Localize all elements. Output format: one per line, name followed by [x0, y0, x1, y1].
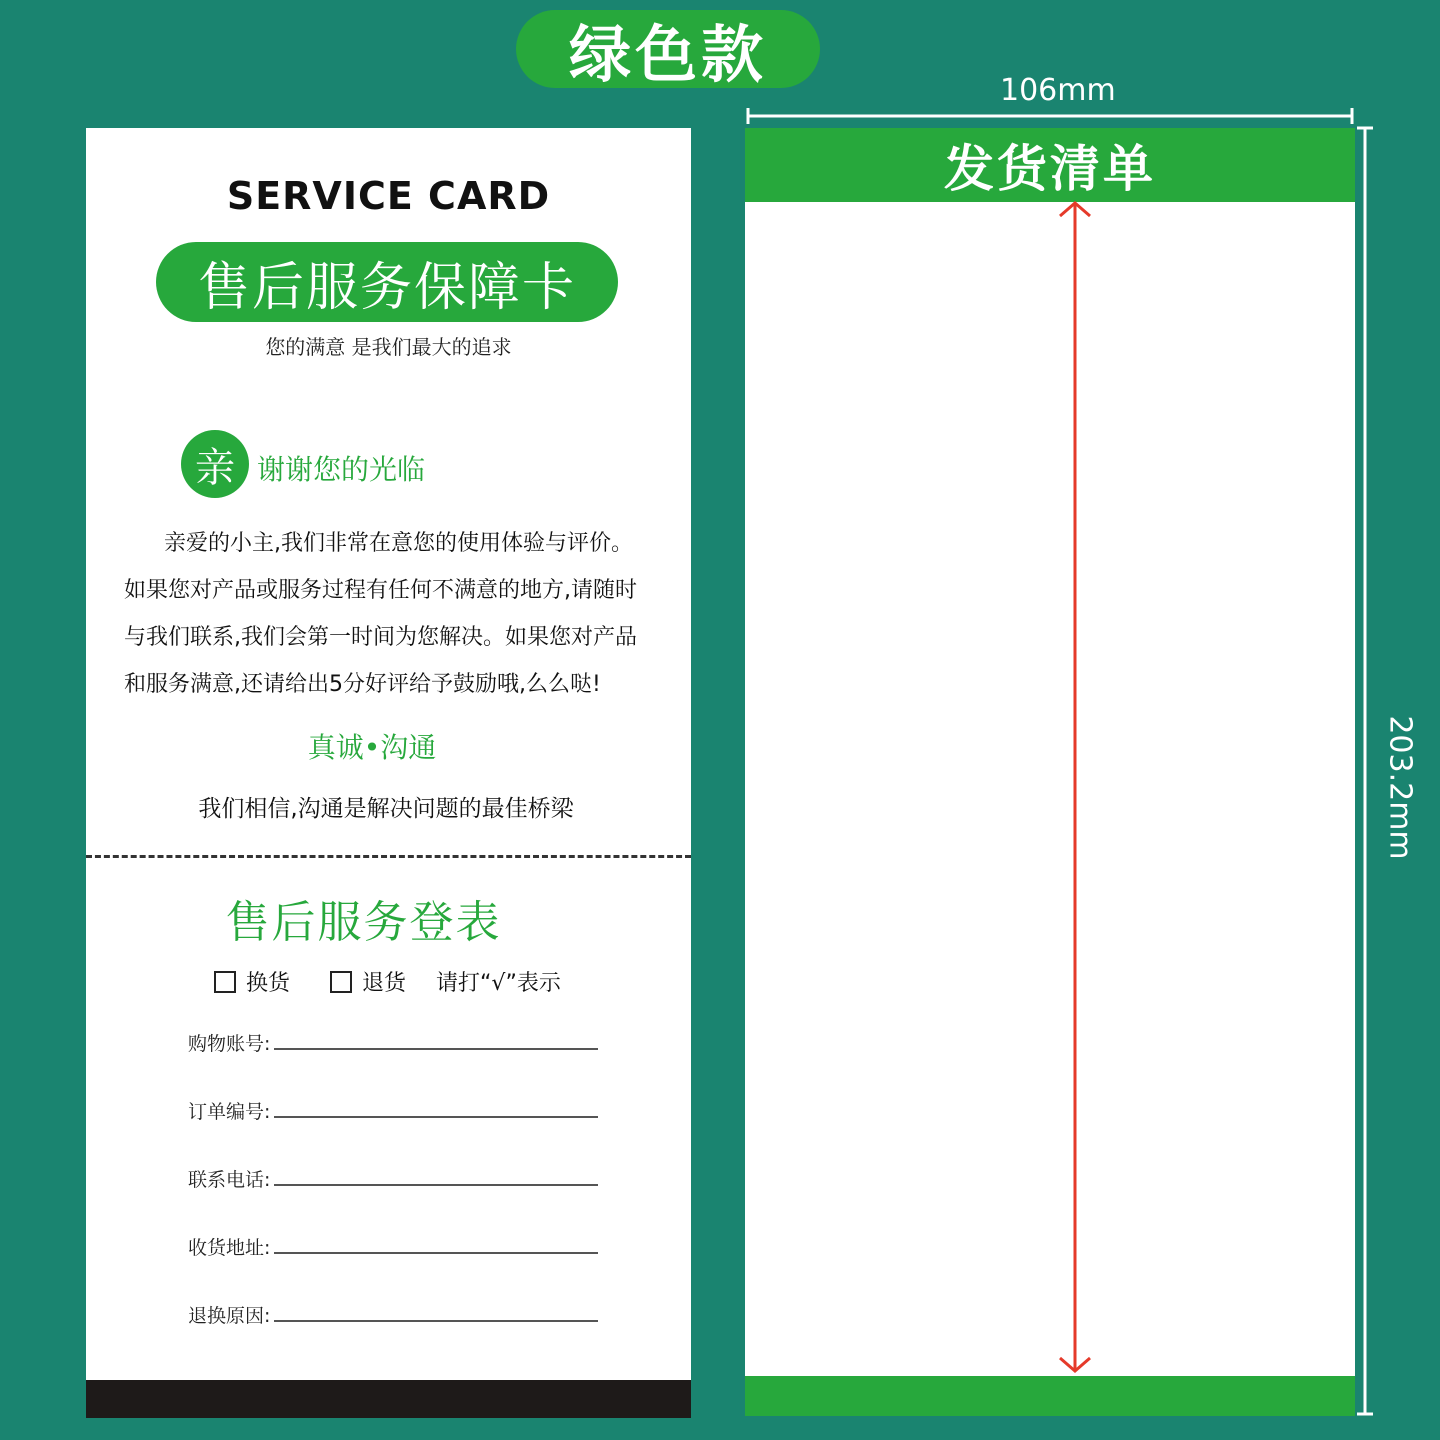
packing-list-header: 发货清单: [745, 128, 1355, 202]
field-label: 收货地址:: [188, 1237, 271, 1259]
message-line: 如果您对产品或服务过程有任何不满意的地方,请随时: [124, 578, 637, 603]
return-label: 退货: [362, 971, 407, 996]
thanks-text: 谢谢您的光临: [257, 453, 426, 486]
width-dimension-label: 106mm: [1000, 73, 1116, 108]
message-line: 与我们联系,我们会第一时间为您解决。如果您对产品: [124, 625, 637, 650]
field-label: 退换原因:: [188, 1305, 271, 1327]
style-title-badge: 绿色款: [516, 10, 820, 88]
field-label: 购物账号:: [188, 1033, 271, 1055]
exchange-label: 换货: [246, 971, 291, 996]
belief-text: 我们相信,沟通是解决问题的最佳桥梁: [198, 796, 574, 822]
service-card-english-title: SERVICE CARD: [226, 174, 551, 218]
qin-badge: 亲: [181, 430, 249, 498]
message-line: 和服务满意,还请给出5分好评给予鼓励哦,么么哒!: [124, 672, 601, 697]
registration-title: 售后服务登表: [225, 897, 502, 948]
message-line: 亲爱的小主,我们非常在意您的使用体验与评价。: [164, 531, 633, 556]
sincerity-subheading: 真诚•沟通: [307, 731, 437, 764]
service-card-title-pill: 售后服务保障卡: [156, 242, 618, 322]
field-label: 联系电话:: [188, 1169, 271, 1191]
height-dimension-label: 203.2mm: [1382, 715, 1418, 860]
check-instruction: 请打“√”表示: [436, 971, 561, 996]
field-label: 订单编号:: [188, 1101, 271, 1123]
service-card-slogan: 您的满意 是我们最大的追求: [265, 335, 512, 359]
